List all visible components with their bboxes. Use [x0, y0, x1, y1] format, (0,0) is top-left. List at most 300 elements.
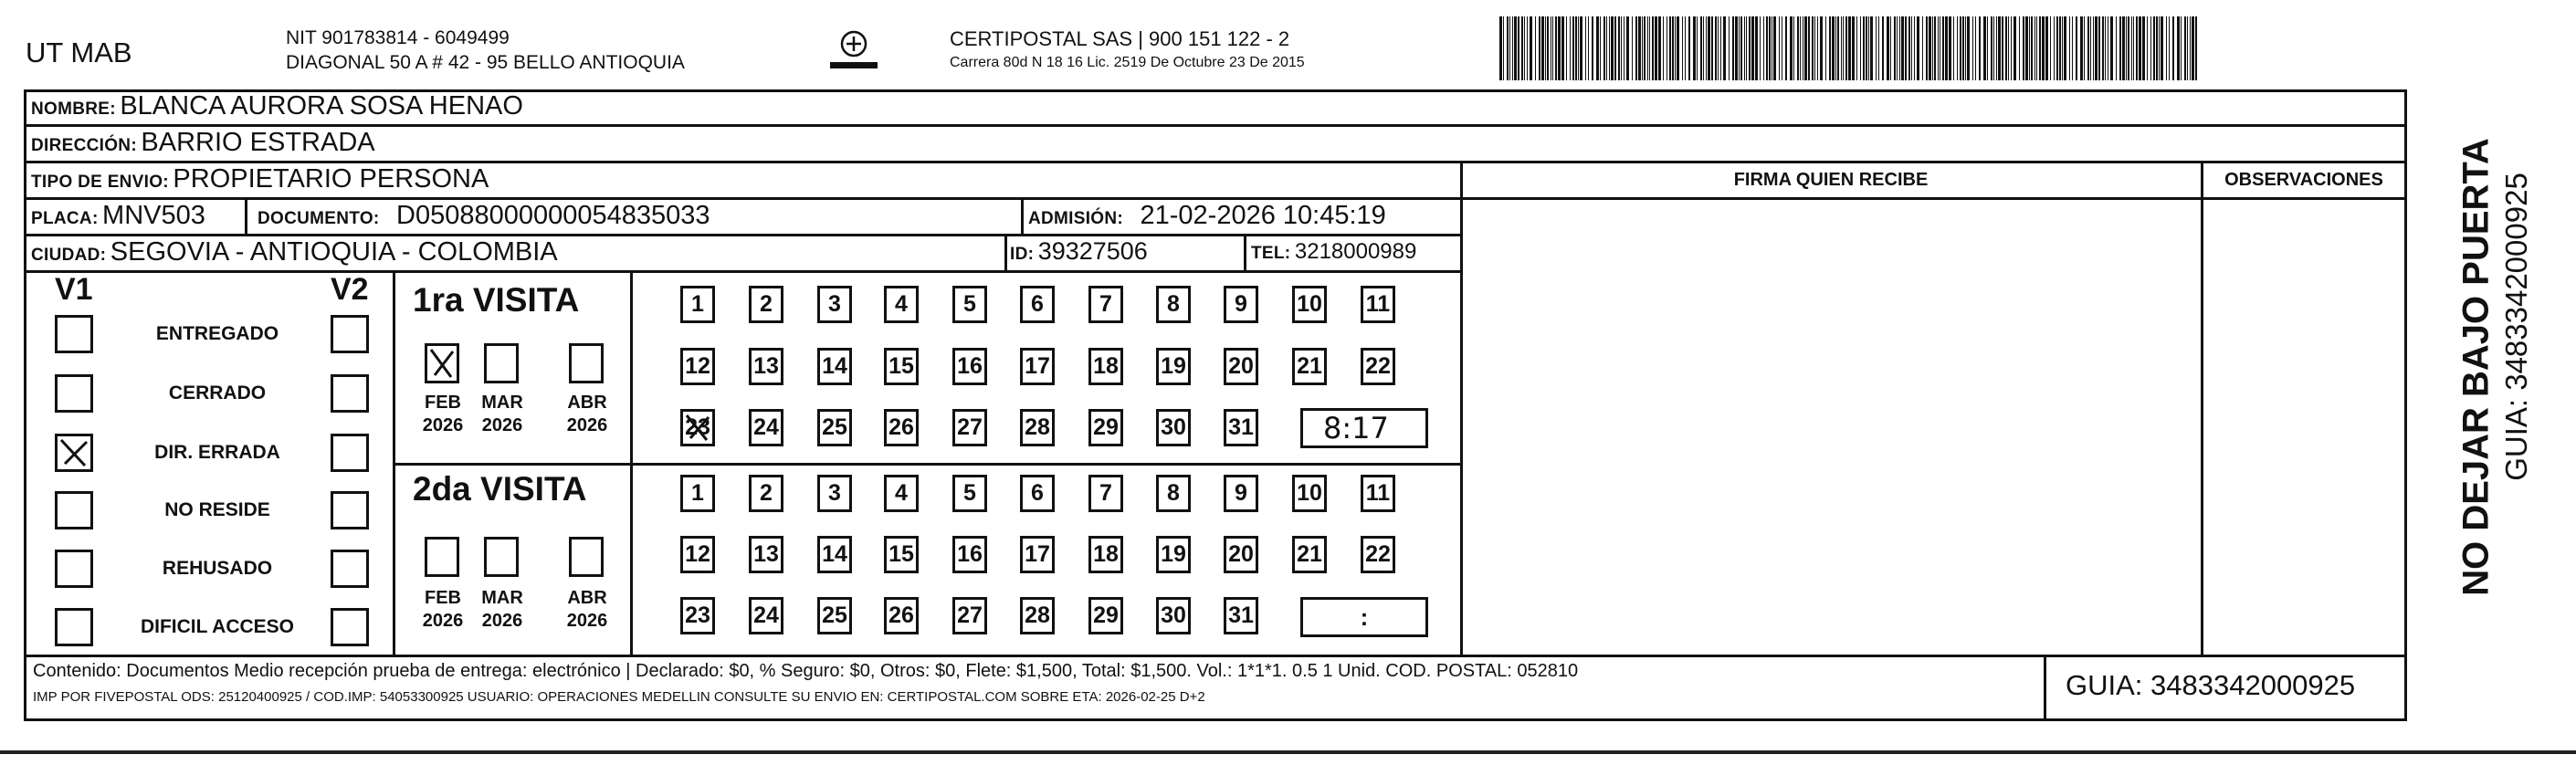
side-guia: GUIA: 3483342000925: [2499, 173, 2533, 481]
day-number: 2: [760, 480, 773, 506]
day-number: 11: [1365, 480, 1391, 506]
visit1-day-12[interactable]: [680, 348, 715, 385]
visit1-month-box-1[interactable]: [484, 343, 519, 383]
day-number: 7: [1099, 480, 1112, 506]
day-number: 17: [1025, 541, 1050, 567]
barcode-bar: [1697, 16, 1698, 80]
day-number: 25: [822, 603, 847, 628]
barcode-bar: [2169, 16, 2170, 80]
day-number: 21: [1297, 541, 1322, 567]
admission-field: [1028, 201, 1386, 231]
barcode-bar: [1723, 16, 1726, 80]
barcode-bar: [2142, 16, 2145, 80]
day-number: 21: [1297, 353, 1322, 379]
visit2-month-box-2[interactable]: [569, 537, 604, 577]
visit1-day-13[interactable]: [749, 348, 783, 385]
visit2-month-label-1: [475, 587, 530, 633]
day-number: 31: [1228, 414, 1254, 440]
barcode-bar: [1852, 16, 1855, 80]
barcode-bar: [1829, 16, 1831, 80]
barcode-bar: [1539, 16, 1540, 80]
barcode-bar: [1908, 16, 1910, 80]
v1-checkbox-0[interactable]: [55, 315, 93, 353]
visit2-day-3[interactable]: [817, 475, 852, 512]
month-year: 2026: [422, 611, 464, 631]
barcode-bar: [1685, 16, 1686, 80]
visit2-day-4[interactable]: [884, 475, 919, 512]
visit1-day-14[interactable]: [817, 348, 852, 385]
barcode-bar: [2072, 16, 2073, 80]
barcode-bar: [1558, 16, 1561, 80]
visit1-day-24[interactable]: [749, 409, 783, 446]
barcode-bar: [2059, 16, 2061, 80]
v1-check-mark: [58, 436, 90, 469]
barcode-bar: [1541, 16, 1544, 80]
barcode-bar: [1611, 16, 1614, 80]
barcode-bar: [1983, 16, 1986, 80]
v2-checkbox-5[interactable]: [331, 608, 369, 646]
day-number: 20: [1228, 541, 1254, 567]
visit1-day-25[interactable]: [817, 409, 852, 446]
day-number: 14: [822, 353, 847, 379]
recipient-name: BLANCA AURORA SOSA HENAO: [120, 91, 523, 121]
barcode-bar: [1521, 16, 1523, 80]
barcode-bar: [1570, 16, 1571, 80]
barcode-bar: [1804, 16, 1807, 80]
barcode-bar: [1652, 16, 1654, 80]
barcode-bar: [1901, 16, 1904, 80]
barcode-bar: [1812, 16, 1814, 80]
visit2-day-16[interactable]: [952, 536, 987, 573]
day-number: 26: [888, 603, 914, 628]
day-number: 16: [957, 541, 983, 567]
barcode-bar: [2126, 16, 2127, 80]
visit2-month-label-0: [415, 587, 470, 633]
visit2-day-20[interactable]: [1224, 536, 1258, 573]
day-number: 24: [753, 603, 779, 628]
v2-checkbox-2[interactable]: [331, 434, 369, 472]
visit2-day-11[interactable]: [1361, 475, 1395, 512]
barcode-bar: [1894, 16, 1896, 80]
barcode-bar: [1512, 16, 1513, 80]
barcode-bar: [1866, 16, 1867, 80]
barcode-bar: [1585, 16, 1586, 80]
visit2-day-24[interactable]: [749, 597, 783, 634]
footer-guia: GUIA: 3483342000925: [2066, 669, 2356, 701]
visit2-day-27[interactable]: [952, 597, 987, 634]
barcode-bar: [1746, 16, 1747, 80]
barcode-bar: [2031, 16, 2033, 80]
visit2-month-box-1[interactable]: [484, 537, 519, 577]
barcode-bar: [2042, 16, 2045, 80]
visit2-day-18[interactable]: [1088, 536, 1123, 573]
barcode-bar: [1766, 16, 1768, 80]
visit2-day-9[interactable]: [1224, 475, 1258, 512]
barcode-bar: [1975, 16, 1976, 80]
city-field: [31, 237, 558, 267]
carrier-name: CERTIPOSTAL SAS | 900 151 122 - 2: [950, 27, 1290, 50]
month-name: FEB: [425, 393, 461, 413]
barcode-bar: [1703, 16, 1704, 80]
barcode-bar: [1965, 16, 1966, 80]
barcode-bar: [2177, 16, 2180, 80]
tel-field: [1251, 239, 1416, 265]
barcode-bar: [1609, 16, 1610, 80]
visit2-day-21[interactable]: [1292, 536, 1327, 573]
barcode-bar: [1649, 16, 1650, 80]
barcode-bar: [2116, 16, 2117, 80]
barcode-bar: [1797, 16, 1799, 80]
barcode-bar: [2090, 16, 2091, 80]
day-number: 1: [691, 480, 704, 506]
barcode-bar: [1688, 16, 1690, 80]
barcode: [1498, 16, 2201, 80]
day-number: 16: [957, 353, 983, 379]
day-number: 25: [822, 414, 847, 440]
carrier-license: Carrera 80d N 18 16 Lic. 2519 De Octubre 23 De 2015: [950, 55, 1305, 70]
barcode-bar: [2098, 16, 2100, 80]
visit1-day-23[interactable]: [680, 409, 715, 446]
barcode-bar: [1835, 16, 1836, 80]
barcode-bar: [2005, 16, 2007, 80]
visit2-time-box[interactable]: [1300, 597, 1428, 637]
barcode-bar: [1552, 16, 1553, 80]
visit1-day-26[interactable]: [884, 409, 919, 446]
visit2-day-2[interactable]: [749, 475, 783, 512]
visit1-day-11[interactable]: [1361, 286, 1395, 323]
day-number: 12: [685, 353, 710, 379]
visit2-day-25[interactable]: [817, 597, 852, 634]
visit2-day-13[interactable]: [749, 536, 783, 573]
visit1-month-label-1: [475, 392, 530, 437]
day-number: 5: [963, 480, 976, 506]
barcode-bar: [1860, 16, 1861, 80]
day-number: 27: [957, 603, 983, 628]
day-number: 19: [1161, 541, 1186, 567]
barcode-bar: [2131, 16, 2132, 80]
barcode-bar: [2128, 16, 2129, 80]
visit1-day-22[interactable]: [1361, 348, 1395, 385]
day-number: 24: [753, 414, 779, 440]
barcode-bar: [2105, 16, 2106, 80]
barcode-bar: [1991, 16, 1992, 80]
sender-address: DIAGONAL 50 A # 42 - 95 BELLO ANTIOQUIA: [286, 52, 685, 73]
visit2-day-8[interactable]: [1156, 475, 1191, 512]
barcode-bar: [2150, 16, 2151, 80]
visit2-day-26[interactable]: [884, 597, 919, 634]
barcode-bar: [2156, 16, 2158, 80]
barcode-bar: [1682, 16, 1683, 80]
barcode-bar: [2110, 16, 2113, 80]
id-label: ID:: [1010, 245, 1035, 264]
month-name: MAR: [481, 588, 523, 608]
barcode-bar: [1897, 16, 1898, 80]
visit1-day-19[interactable]: [1156, 348, 1191, 385]
visit2-day-29[interactable]: [1088, 597, 1123, 634]
barcode-bar: [1749, 16, 1751, 80]
city: SEGOVIA - ANTIOQUIA - COLOMBIA: [110, 237, 558, 267]
recipient-address: BARRIO ESTRADA: [141, 128, 375, 157]
barcode-bar: [1718, 16, 1719, 80]
barcode-bar: [1672, 16, 1674, 80]
city-label: CIUDAD:: [31, 246, 107, 265]
barcode-bar: [1644, 16, 1645, 80]
barcode-bar: [1740, 16, 1742, 80]
visit2-day-12[interactable]: [680, 536, 715, 573]
barcode-bar: [1658, 16, 1661, 80]
visit1-day-29[interactable]: [1088, 409, 1123, 446]
barcode-bar: [1575, 16, 1577, 80]
barcode-bar: [1790, 16, 1793, 80]
day-number: 12: [685, 541, 710, 567]
barcode-bar: [1942, 16, 1944, 80]
barcode-bar: [1677, 16, 1679, 80]
barcode-bar: [1655, 16, 1657, 80]
status-label-1: CERRADO: [168, 382, 267, 403]
day-number: 6: [1031, 291, 1044, 317]
barcode-bar: [1932, 16, 1933, 80]
barcode-bar: [1618, 16, 1620, 80]
barcode-bar: [1603, 16, 1605, 80]
company-name: UT MAB: [26, 37, 132, 68]
visit1-day-6[interactable]: [1020, 286, 1055, 323]
day-number: 30: [1161, 603, 1186, 628]
barcode-bar: [1938, 16, 1939, 80]
day-number: 29: [1093, 414, 1119, 440]
barcode-bar: [1572, 16, 1574, 80]
barcode-bar: [2161, 16, 2163, 80]
visit2-day-6[interactable]: [1020, 475, 1055, 512]
barcode-bar: [2013, 16, 2016, 80]
barcode-bar: [1890, 16, 1891, 80]
v1-checkbox-1[interactable]: [55, 374, 93, 413]
firma-label: FIRMA QUIEN RECIBE: [1733, 170, 1929, 190]
visit2-day-14[interactable]: [817, 536, 852, 573]
visit1-day-3[interactable]: [817, 286, 852, 323]
document-field: [258, 201, 710, 231]
ship-type-row: [31, 164, 489, 194]
visit1-day-4[interactable]: [884, 286, 919, 323]
month-year: 2026: [566, 611, 608, 631]
barcode-bar: [1566, 16, 1567, 80]
barcode-bar: [2050, 16, 2051, 80]
visit2-day-23[interactable]: [680, 597, 715, 634]
visit2-day-28[interactable]: [1020, 597, 1055, 634]
visit1-month-check-mark: [427, 346, 457, 381]
barcode-bar: [2102, 16, 2104, 80]
barcode-bar: [1642, 16, 1643, 80]
visit1-month-box-0[interactable]: [425, 343, 459, 383]
visit2-day-10[interactable]: [1292, 475, 1327, 512]
day-number: 4: [895, 480, 908, 506]
barcode-bar: [2029, 16, 2030, 80]
barcode-bar: [2181, 16, 2182, 80]
visit2-time: :: [1360, 603, 1369, 631]
address-row: [31, 128, 375, 158]
day-number: 15: [888, 541, 914, 567]
month-name: ABR: [567, 588, 607, 608]
barcode-bar: [1708, 16, 1710, 80]
v2-checkbox-4[interactable]: [331, 550, 369, 588]
v1-checkbox-5[interactable]: [55, 608, 93, 646]
visit1-day-16[interactable]: [952, 348, 987, 385]
day-number: 8: [1167, 480, 1180, 506]
visit1-day-18[interactable]: [1088, 348, 1123, 385]
month-name: FEB: [425, 588, 461, 608]
barcode-bar: [1848, 16, 1851, 80]
observaciones-label: OBSERVACIONES: [2224, 170, 2383, 190]
visit1-day-5[interactable]: [952, 286, 987, 323]
visit1-day-27[interactable]: [952, 409, 987, 446]
contents-line: Contenido: Documentos Medio recepción prueba de entrega: electrónico | Declarado: $0, % Seguro: $0, Otros: $0, Flete: $1,500, Total: $1,500. Vol.: 1*1*1. 0.5 1 Unid. COD. POSTAL: 052810: [33, 661, 1579, 681]
v1-checkbox-2[interactable]: [55, 434, 93, 472]
visit2-day-30[interactable]: [1156, 597, 1191, 634]
v2-checkbox-1[interactable]: [331, 374, 369, 413]
day-number: 31: [1228, 603, 1254, 628]
visit2-day-5[interactable]: [952, 475, 987, 512]
barcode-bar: [1561, 16, 1564, 80]
day-number: 5: [963, 291, 976, 317]
imp-line: IMP POR FIVEPOSTAL ODS: 25120400925 / COD.IMP: 54053300925 USUARIO: OPERACIONES MEDELLIN CONSULTE SU ENVIO EN: CERTIPOSTAL.COM SOBRE ETA: 2026-02-25 D+2: [33, 689, 1205, 705]
visit1-month-box-2[interactable]: [569, 343, 604, 383]
barcode-bar: [1843, 16, 1844, 80]
barcode-bar: [2080, 16, 2083, 80]
barcode-bar: [1967, 16, 1970, 80]
day-number: 11: [1365, 291, 1391, 317]
day-number: 3: [828, 480, 841, 506]
barcode-bar: [2184, 16, 2186, 80]
visit2-month-box-0[interactable]: [425, 537, 459, 577]
barcode-bar: [1509, 16, 1510, 80]
day-number: 18: [1093, 353, 1119, 379]
day-number: 14: [822, 541, 847, 567]
barcode-bar: [1580, 16, 1582, 80]
address-label: DIRECCIÓN:: [31, 136, 137, 155]
barcode-bar: [2139, 16, 2141, 80]
visit1-day-28[interactable]: [1020, 409, 1055, 446]
visit2-day-7[interactable]: [1088, 475, 1123, 512]
day-number: 10: [1297, 480, 1322, 506]
visit1-day-10[interactable]: [1292, 286, 1327, 323]
barcode-bar: [1524, 16, 1525, 80]
v2-checkbox-0[interactable]: [331, 315, 369, 353]
barcode-bar: [1917, 16, 1919, 80]
barcode-bar: [1592, 16, 1593, 80]
month-year: 2026: [481, 611, 523, 631]
visit1-day-17[interactable]: [1020, 348, 1055, 385]
barcode-bar: [2062, 16, 2063, 80]
barcode-bar: [1820, 16, 1823, 80]
barcode-bar: [2093, 16, 2094, 80]
barcode-bar: [1514, 16, 1517, 80]
visit2-day-1[interactable]: [680, 475, 715, 512]
barcode-bar: [2008, 16, 2009, 80]
barcode-bar: [1530, 16, 1532, 80]
barcode-bar: [1535, 16, 1536, 80]
status-label-3: NO RESIDE: [164, 499, 270, 520]
visit1-day-30[interactable]: [1156, 409, 1191, 446]
month-year: 2026: [422, 415, 464, 435]
visit1-time: 8:17: [1323, 411, 1389, 445]
visit1-day-2[interactable]: [749, 286, 783, 323]
barcode-bar: [2023, 16, 2024, 80]
visit1-day-8[interactable]: [1156, 286, 1191, 323]
barcode-bar: [1817, 16, 1818, 80]
visit1-time-box[interactable]: [1300, 408, 1428, 448]
barcode-bar: [2187, 16, 2188, 80]
barcode-bar: [1926, 16, 1928, 80]
day-number: 13: [753, 541, 779, 567]
ship-type: PROPIETARIO PERSONA: [173, 164, 489, 194]
barcode-bar: [1606, 16, 1607, 80]
barcode-bar: [1647, 16, 1648, 80]
visit1-day-9[interactable]: [1224, 286, 1258, 323]
visit1-day-21[interactable]: [1292, 348, 1327, 385]
barcode-bar: [1922, 16, 1923, 80]
day-number: 13: [753, 353, 779, 379]
admission-date: 21-02-2026 10:45:19: [1140, 201, 1386, 230]
day-number: 9: [1235, 291, 1247, 317]
plate-label: PLACA:: [31, 209, 99, 228]
visit2-day-22[interactable]: [1361, 536, 1395, 573]
barcode-bar: [1663, 16, 1664, 80]
visit1-day-15[interactable]: [884, 348, 919, 385]
barcode-bar: [2025, 16, 2028, 80]
barcode-bar: [2084, 16, 2085, 80]
admission-label: ADMISIÓN:: [1028, 209, 1124, 228]
plate-field: [31, 201, 205, 231]
nit: NIT 901783814 - 6049499: [286, 27, 510, 48]
barcode-bar: [1779, 16, 1780, 80]
visit1-day-7[interactable]: [1088, 286, 1123, 323]
visit1-day-1[interactable]: [680, 286, 715, 323]
barcode-bar: [1905, 16, 1907, 80]
v2-checkbox-3[interactable]: [331, 491, 369, 529]
barcode-bar: [1868, 16, 1869, 80]
visit1-month-label-0: [415, 392, 470, 437]
visit1-day-20[interactable]: [1224, 348, 1258, 385]
day-number: 26: [888, 414, 914, 440]
barcode-bar: [1785, 16, 1787, 80]
visit2-day-15[interactable]: [884, 536, 919, 573]
visit1-day-31[interactable]: [1224, 409, 1258, 446]
tel-label: TEL:: [1251, 244, 1291, 263]
tel-number: 3218000989: [1294, 239, 1417, 264]
v1-checkbox-4[interactable]: [55, 550, 93, 588]
barcode-bar: [1832, 16, 1835, 80]
visit1-day-check-mark: [683, 412, 712, 444]
visit2-day-31[interactable]: [1224, 597, 1258, 634]
barcode-bar: [1720, 16, 1721, 80]
visit2-day-19[interactable]: [1156, 536, 1191, 573]
day-number: 22: [1365, 353, 1391, 379]
barcode-bar: [1669, 16, 1671, 80]
barcode-bar: [1600, 16, 1601, 80]
barcode-bar: [2054, 16, 2055, 80]
ship-type-label: TIPO DE ENVIO:: [31, 173, 169, 192]
barcode-bar: [1949, 16, 1951, 80]
v1-checkbox-3[interactable]: [55, 491, 93, 529]
barcode-bar: [1715, 16, 1717, 80]
barcode-bar: [1621, 16, 1622, 80]
day-number: 17: [1025, 353, 1050, 379]
barcode-bar: [1735, 16, 1738, 80]
visit2-day-17[interactable]: [1020, 536, 1055, 573]
barcode-bar: [1934, 16, 1936, 80]
barcode-bar: [2122, 16, 2125, 80]
barcode-bar: [2190, 16, 2191, 80]
month-year: 2026: [566, 415, 608, 435]
